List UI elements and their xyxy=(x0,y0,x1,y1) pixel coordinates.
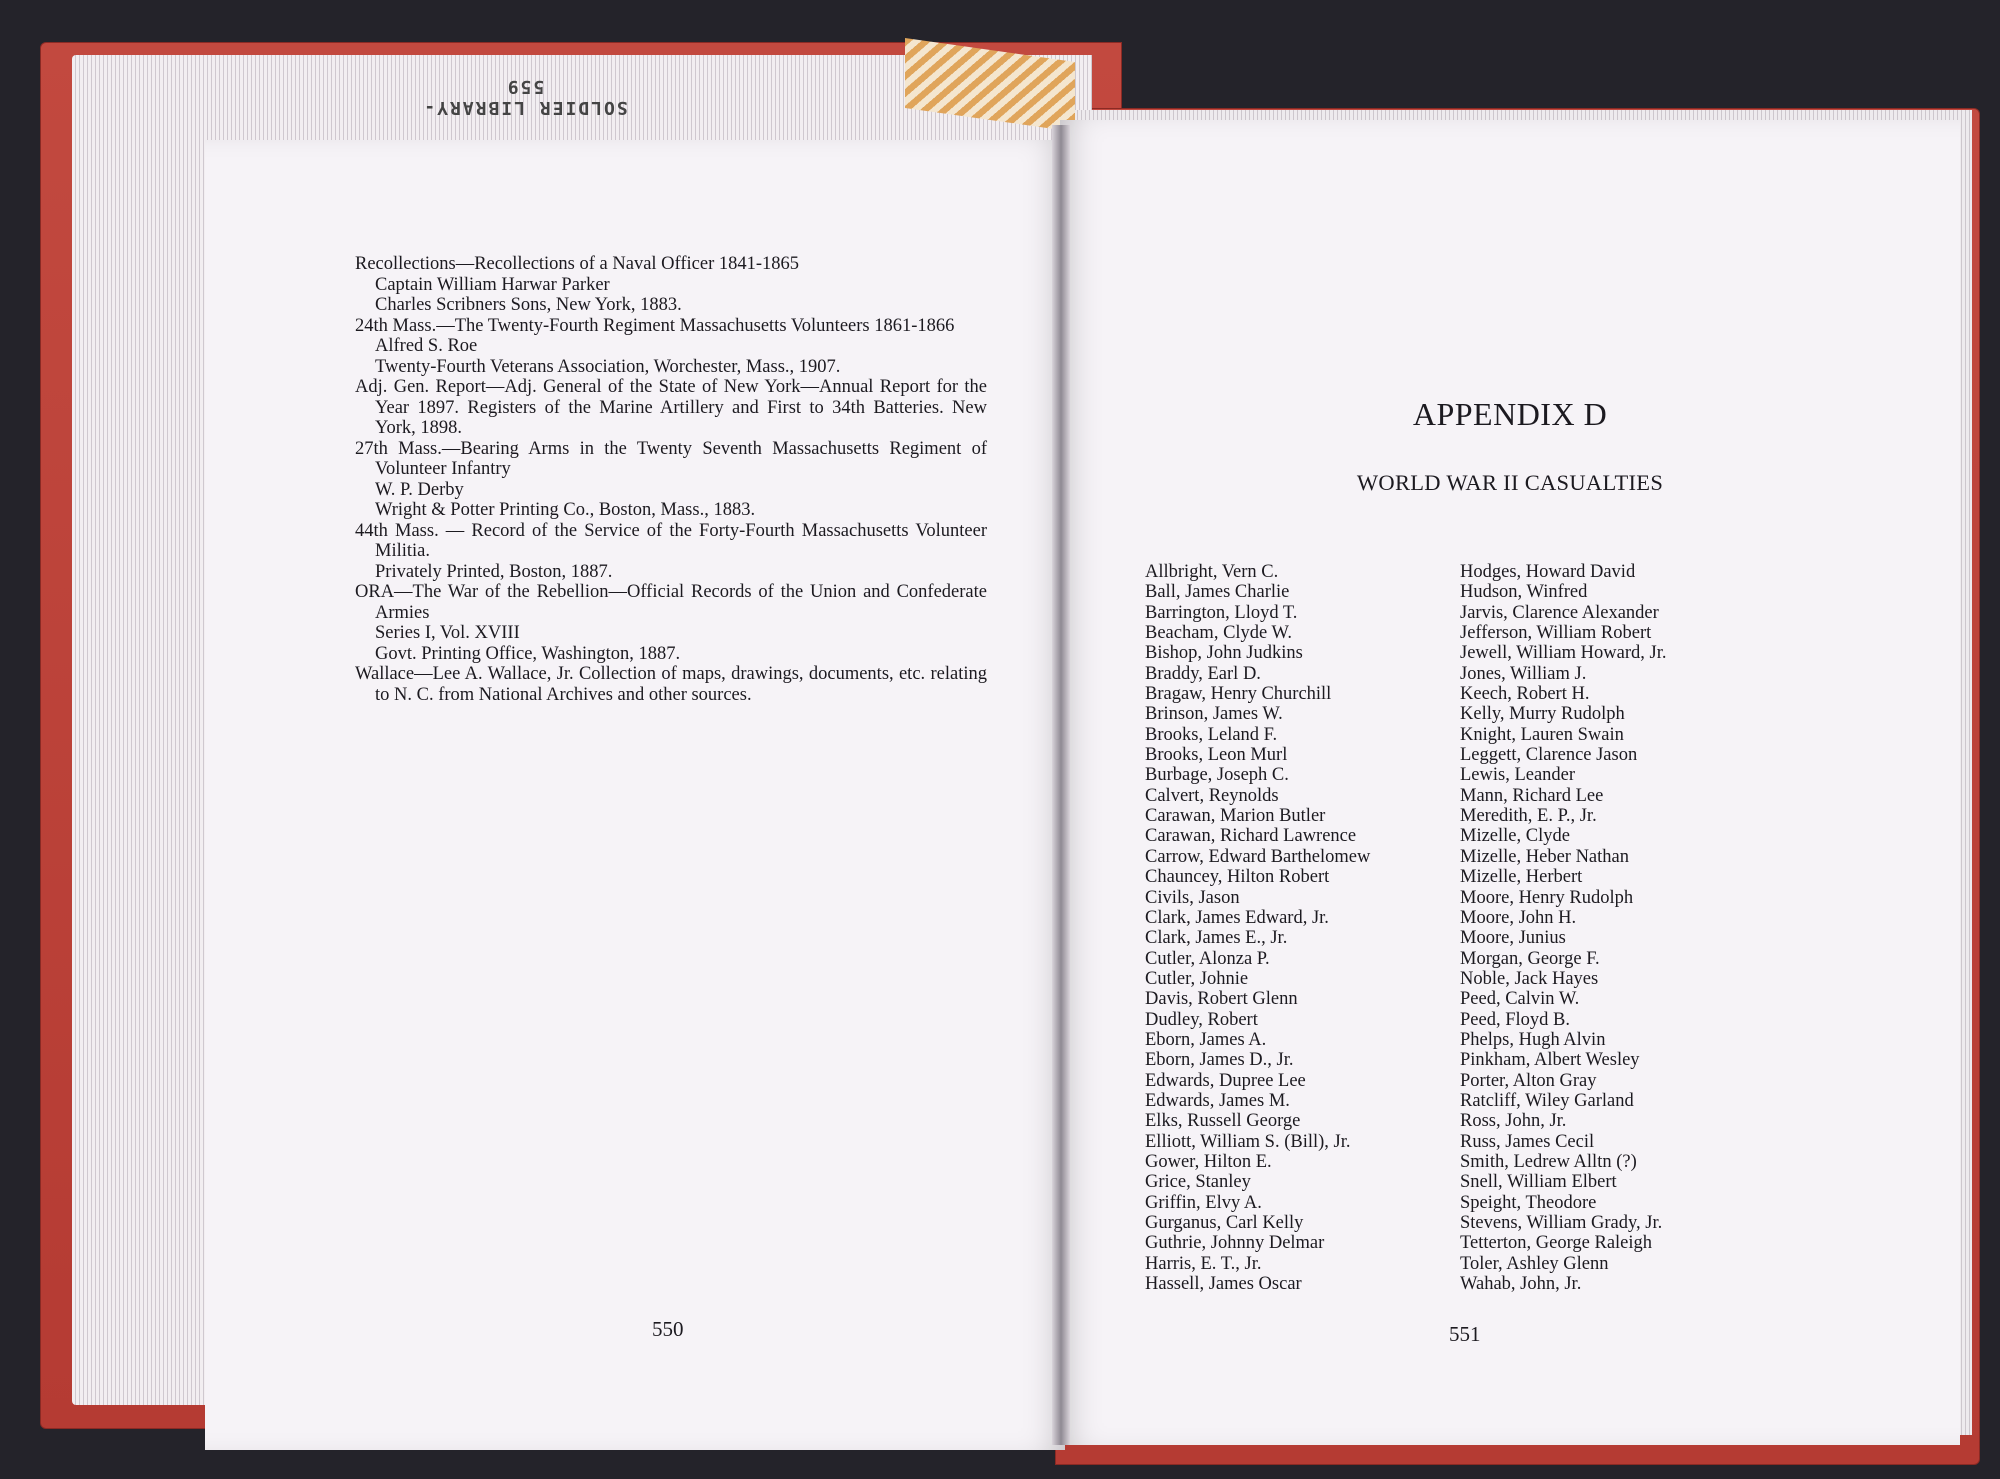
casualty-list-column-2 xyxy=(1460,562,1780,1294)
bibliography-entry-detail: Twenty-Fourth Veterans Association, Worchester, Mass., 1907. xyxy=(375,356,841,377)
bibliography-entry xyxy=(355,254,987,316)
casualty-name: Phelps, Hugh Alvin xyxy=(1460,1029,1606,1050)
casualty-name: Clark, James Edward, Jr. xyxy=(1145,907,1329,928)
casualty-name: Elks, Russell George xyxy=(1145,1111,1301,1132)
casualty-name: Civils, Jason xyxy=(1145,887,1240,908)
casualty-name: Jewell, William Howard, Jr. xyxy=(1460,643,1667,664)
bibliography-entry-title: ORA—The War of the Rebellion—Official Records of the Union and Confederate Armies xyxy=(355,582,987,623)
casualty-name: Moore, Henry Rudolph xyxy=(1460,887,1634,908)
casualty-name: Mizelle, Heber Nathan xyxy=(1460,846,1629,867)
casualty-name: Hodges, Howard David xyxy=(1460,562,1636,582)
bibliography-entry-detail: Govt. Printing Office, Washington, 1887. xyxy=(375,643,681,664)
casualty-name: Carrow, Edward Barthelomew xyxy=(1145,846,1371,867)
bibliography-list xyxy=(355,254,987,705)
casualty-name: Beacham, Clyde W. xyxy=(1145,623,1292,644)
bibliography-entry xyxy=(355,664,987,705)
casualty-name: Jefferson, William Robert xyxy=(1460,623,1652,644)
casualty-name: Gurganus, Carl Kelly xyxy=(1145,1213,1304,1233)
casualty-name: Ball, James Charlie xyxy=(1145,582,1290,603)
casualty-name: Noble, Jack Hayes xyxy=(1460,968,1599,989)
bibliography-entry-detail: Series I, Vol. XVIII xyxy=(375,623,520,643)
casualty-name: Edwards, Dupree Lee xyxy=(1145,1070,1306,1091)
bibliography-entry-detail: Privately Printed, Boston, 1887. xyxy=(375,561,613,582)
casualty-name: Chauncey, Hilton Robert xyxy=(1145,867,1330,888)
bibliography-entry-title: Recollections—Recollections of a Naval Officer 1841-1865 xyxy=(355,254,800,274)
bibliography-entry-detail: Alfred S. Roe xyxy=(375,336,478,356)
casualty-name: Smith, Ledrew Alltn (?) xyxy=(1460,1151,1637,1172)
bibliography-entry xyxy=(355,521,987,583)
casualty-name: Cutler, Alonza P. xyxy=(1145,948,1270,969)
casualty-name: Edwards, James M. xyxy=(1145,1090,1290,1111)
casualty-name: Griffin, Elvy A. xyxy=(1145,1192,1262,1213)
casualty-name: Mizelle, Herbert xyxy=(1460,867,1583,888)
bibliography-entry-detail: Captain William Harwar Parker xyxy=(375,274,610,295)
casualty-name: Ross, John, Jr. xyxy=(1460,1111,1567,1132)
casualty-name: Snell, William Elbert xyxy=(1460,1172,1617,1193)
casualty-name: Calvert, Reynolds xyxy=(1145,785,1279,806)
bibliography-entry-title: 27th Mass.—Bearing Arms in the Twenty Seventh Massachusetts Regiment of Volunteer Infantry xyxy=(355,438,987,479)
casualty-name: Kelly, Murry Rudolph xyxy=(1460,704,1625,725)
casualty-name: Speight, Theodore xyxy=(1460,1192,1597,1213)
casualty-name: Brinson, James W. xyxy=(1145,704,1283,725)
casualty-name: Clark, James E., Jr. xyxy=(1145,928,1288,949)
casualty-name: Leggett, Clarence Jason xyxy=(1460,745,1638,766)
casualty-name: Peed, Floyd B. xyxy=(1460,1009,1570,1030)
casualty-name: Moore, Junius xyxy=(1460,928,1566,949)
casualty-name: Grice, Stanley xyxy=(1145,1172,1251,1193)
casualty-name: Carawan, Richard Lawrence xyxy=(1145,826,1357,847)
bibliography-entry-detail: W. P. Derby xyxy=(375,479,464,500)
casualty-name: Morgan, George F. xyxy=(1460,948,1600,969)
casualty-name: Brooks, Leland F. xyxy=(1145,724,1278,745)
appendix-title: APPENDIX D xyxy=(1412,396,1608,432)
page-number-right: 551 xyxy=(1449,1322,1481,1346)
casualty-name: Carawan, Marion Butler xyxy=(1145,806,1326,827)
casualty-name: Bishop, John Judkins xyxy=(1145,643,1303,664)
casualty-name: Pinkham, Albert Wesley xyxy=(1460,1050,1640,1071)
casualty-name: Jones, William J. xyxy=(1460,663,1587,684)
casualty-name: Cutler, Johnie xyxy=(1145,968,1249,989)
casualty-name: Peed, Calvin W. xyxy=(1460,989,1580,1010)
casualty-name: Ratcliff, Wiley Garland xyxy=(1460,1090,1634,1111)
bibliography-entry-detail: Charles Scribners Sons, New York, 1883. xyxy=(375,295,682,315)
casualty-name: Allbright, Vern C. xyxy=(1145,562,1279,582)
casualty-name: Dudley, Robert xyxy=(1145,1009,1258,1030)
casualty-name: Barrington, Lloyd T. xyxy=(1145,602,1298,623)
casualty-name: Burbage, Joseph C. xyxy=(1145,765,1289,786)
casualty-name: Porter, Alton Gray xyxy=(1460,1070,1597,1091)
casualty-name: Hudson, Winfred xyxy=(1460,582,1588,603)
casualty-name: Bragaw, Henry Churchill xyxy=(1145,684,1332,705)
bibliography-entry xyxy=(355,316,987,378)
appendix-subtitle: WORLD WAR II CASUALTIES xyxy=(1356,470,1664,495)
casualty-name: Guthrie, Johnny Delmar xyxy=(1145,1233,1325,1254)
bibliography-entry xyxy=(355,582,987,664)
casualty-name: Harris, E. T., Jr. xyxy=(1145,1253,1262,1274)
casualty-name: Eborn, James A. xyxy=(1145,1029,1267,1050)
casualty-name: Mizelle, Clyde xyxy=(1460,826,1570,847)
casualty-name: Wahab, John, Jr. xyxy=(1460,1274,1582,1295)
casualty-name: Eborn, James D., Jr. xyxy=(1145,1050,1294,1071)
casualty-name: Russ, James Cecil xyxy=(1460,1131,1595,1152)
bibliography-entry xyxy=(355,439,987,521)
edge-stamp: SOLDIER LIBRARY-559 xyxy=(422,76,628,118)
bibliography-entry-detail: Wright & Potter Printing Co., Boston, Mass., 1883. xyxy=(375,500,756,520)
casualty-name: Stevens, William Grady, Jr. xyxy=(1460,1213,1663,1233)
bibliography-entry xyxy=(355,377,987,439)
casualty-name: Meredith, E. P., Jr. xyxy=(1460,806,1597,827)
bibliography-entry-title: 44th Mass. — Record of the Service of the Forty-Fourth Massachusetts Volunteer Militia. xyxy=(355,520,987,561)
casualty-name: Hassell, James Oscar xyxy=(1145,1274,1302,1295)
casualty-list-column-1 xyxy=(1145,562,1445,1294)
casualty-name: Jarvis, Clarence Alexander xyxy=(1460,602,1659,623)
gutter xyxy=(1052,125,1070,1445)
bibliography-entry-title: 24th Mass.—The Twenty-Fourth Regiment Massachusetts Volunteers 1861-1866 xyxy=(355,315,955,336)
casualty-name: Moore, John H. xyxy=(1460,907,1577,928)
casualty-name: Toler, Ashley Glenn xyxy=(1460,1253,1609,1274)
casualty-name: Elliott, William S. (Bill), Jr. xyxy=(1145,1131,1351,1152)
casualty-name: Gower, Hilton E. xyxy=(1145,1151,1272,1172)
casualty-name: Brooks, Leon Murl xyxy=(1145,745,1288,766)
casualty-name: Mann, Richard Lee xyxy=(1460,785,1604,806)
casualty-name: Davis, Robert Glenn xyxy=(1145,989,1298,1010)
casualty-name: Braddy, Earl D. xyxy=(1145,663,1261,684)
casualty-name: Keech, Robert H. xyxy=(1460,684,1590,705)
casualty-name: Knight, Lauren Swain xyxy=(1460,724,1624,745)
bibliography-entry-title: Adj. Gen. Report—Adj. General of the State of New York—Annual Report for the Year 1897. Registers of the Marine Artillery and First to 34th Batteries. New York, 1898. xyxy=(355,377,987,438)
page-number-left: 550 xyxy=(652,1317,684,1341)
casualty-name: Tetterton, George Raleigh xyxy=(1460,1233,1653,1254)
casualty-name: Lewis, Leander xyxy=(1460,765,1576,786)
bibliography-entry-title: Wallace—Lee A. Wallace, Jr. Collection of maps, drawings, documents, etc. relating to N. C. from National Archives and other sources. xyxy=(355,664,987,705)
